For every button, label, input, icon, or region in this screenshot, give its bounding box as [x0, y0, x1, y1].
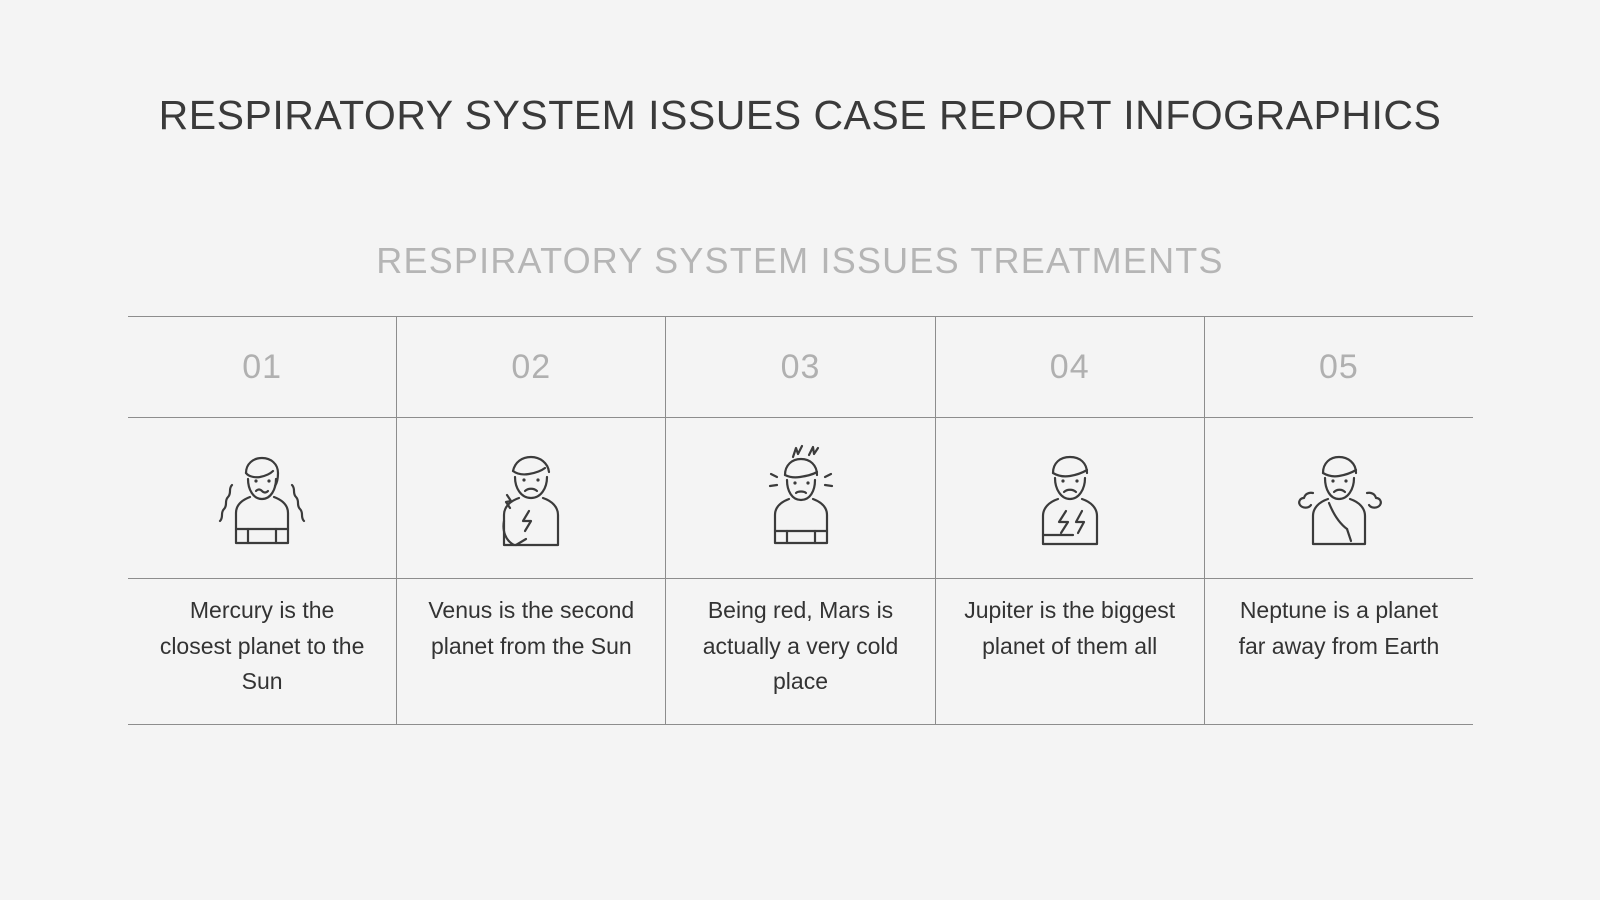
person-arm-pain-icon [471, 433, 591, 563]
table-row-descriptions [128, 579, 1473, 724]
text-cell-04 [936, 579, 1205, 724]
number-label: 02 [511, 347, 552, 386]
person-chest-pain-icon [1010, 433, 1130, 563]
number-label: 01 [242, 347, 283, 386]
page-title: RESPIRATORY SYSTEM ISSUES CASE REPORT INFOGRAPHICS [158, 92, 1442, 138]
text-cell-05 [1205, 579, 1473, 724]
description-text: Jupiter is the biggest planet of them all [964, 597, 1176, 659]
icon-cell-02 [397, 418, 666, 578]
treatments-table [128, 316, 1473, 725]
number-label: 05 [1319, 347, 1359, 386]
person-coughing-icon [1279, 433, 1399, 563]
description-text: Mercury is the closest planet to the Sun [159, 597, 365, 695]
table-row-icons [128, 418, 1473, 579]
column-number-04 [936, 317, 1205, 417]
number-label: 03 [780, 347, 821, 386]
table-row-numbers [128, 317, 1473, 418]
person-shivering-icon [202, 433, 322, 563]
icon-cell-05 [1205, 418, 1473, 578]
text-cell-02 [397, 579, 666, 724]
description-text: Neptune is a planet far away from Earth [1238, 597, 1440, 659]
icon-cell-03 [666, 418, 935, 578]
section-title: RESPIRATORY SYSTEM ISSUES TREATMENTS [376, 240, 1224, 281]
column-number-03 [666, 317, 935, 417]
icon-cell-04 [936, 418, 1205, 578]
person-headache-icon [741, 433, 861, 563]
description-text: Venus is the second planet from the Sun [428, 597, 635, 659]
number-label: 04 [1049, 347, 1090, 386]
column-number-05 [1205, 317, 1473, 417]
description-text: Being red, Mars is actually a very cold place [702, 597, 899, 695]
text-cell-03 [666, 579, 935, 724]
column-number-01 [128, 317, 397, 417]
column-number-02 [397, 317, 666, 417]
text-cell-01 [128, 579, 397, 724]
icon-cell-01 [128, 418, 397, 578]
